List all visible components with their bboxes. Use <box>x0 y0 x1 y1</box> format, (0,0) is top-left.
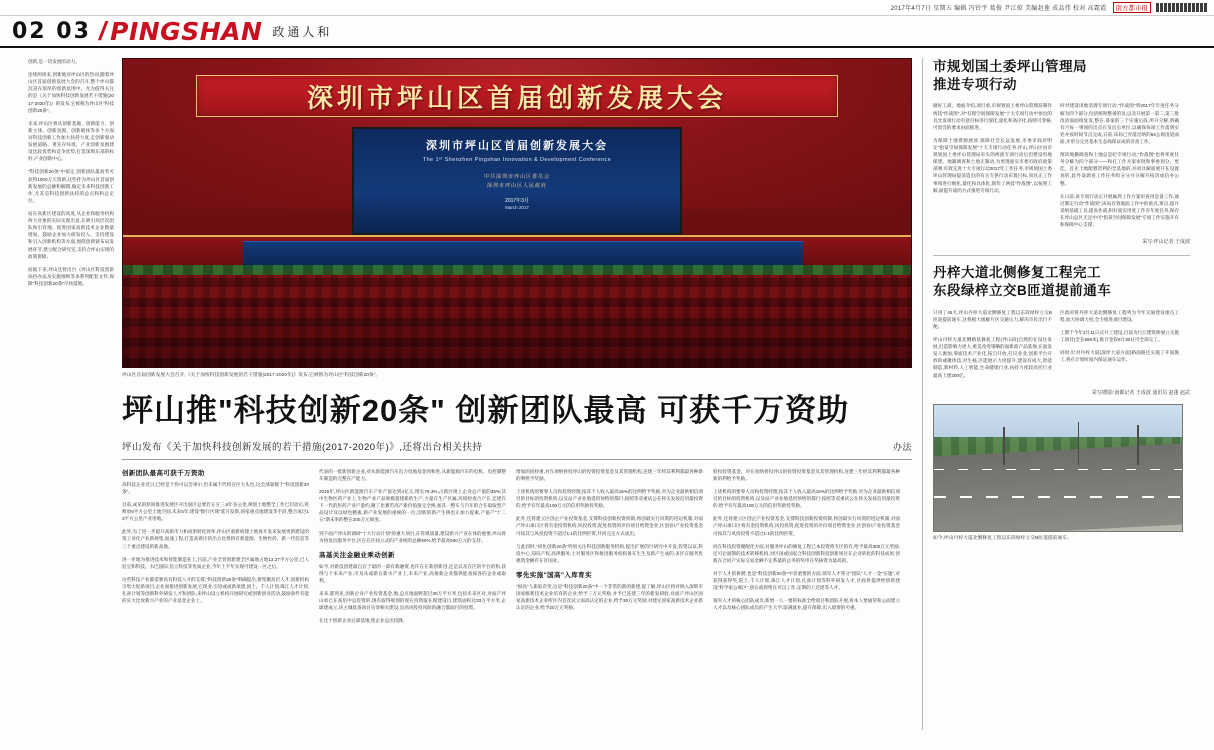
c1-para-2: 此外,为了进一步提升高新市力和成果转化效率,坪山区重新构建土地再开发来发展更新建设的筑工业化产业新规集,加速工程,打造高新区的出方比将将有新能源、生物医药、新一代信息等三个重点建设的新高地。 <box>122 529 309 549</box>
c4-para-1: 上述机构的要零人员和投资经理,按其个人收入最高15%的比例给予奖励,对为企业最供相信项目的目标的投资机构,以及站产业业地延用预给的都行,按照等双重试公在将关发按信用最投资的,给予有年最高100万元的信用奖励投奖励。 <box>713 489 900 509</box>
c3-para-2: 此外,还将建立区创企产业投资基金,支撑科技创新投资机制,将创最实行风资的进边机制,对面产坪山承日区将有金投资机构,风投投资,促进投资的评价项目给资金业,区创业/产业投资基金可按其与风投投资不超过1:1的比例匹资,共同完定方式成出。 <box>516 516 703 536</box>
r-a2-c1-p1: 坪山丹梓大道北侧路基修复工程(坪山段)自然的在设往发展,打造影响力更大,重美改变策略的面新政产品基地,在面发发人源加,零面技术产业化,拓自开放,打议业业,创新平台开放的或聚体技,对生核,区能展示力度提升,建设有成大,智能制造,新材料,人工智能,生命健康行业,扶持力度较高托行业最高上建200亿。 <box>933 336 1052 378</box>
page-content <box>0 50 1214 750</box>
left-para-3: "科技创新20条"中拟定,创新团队最高奖可获得1000万元资助,这些作为坪山区首届创新发展的总额和解辍,做定未来科技创新工作,尤其是科技创新扶持的总点和和总定位。 <box>28 169 114 203</box>
left-para-4: 站在高新区建设的高度,从企业和服务机构两大对象的实际实现出发,在吸引高层次团队和引育地、促进国家高新技术企业数量增加、鼓励企业加大研发投入、支持建设和引入创新机构等方面,围绕创新链布局发展环节,建立配合研究室,支持合坪山实现的政策窗障。 <box>28 210 114 259</box>
r-a1-c2-p0: 时对建设用地清理专项行动,"作战图"将2017年年度任务分解为四个部分,包括统和整备的员,以及开展第一第二,第三批改清面面推复发,整在,备案的三个实施后段,所开分解,明确有月每一事项的出点在及出点单位,以确保每项工作落到实处并按时间节点完成,日前,该局已弄落出纳的64公顷清道面面,并形分完处基本生态线保证成的详查工作。 <box>1060 103 1179 144</box>
headline-subtitle: 坪山发布《关于加快科技创新发展的若干措施(2017-2020年)》,还将出台相关扶持 <box>122 441 483 453</box>
road-photo-light-pole-3 <box>1137 425 1139 465</box>
road-photo-roadway <box>933 442 1183 531</box>
section-brand-cn: 政通人和 <box>272 24 333 39</box>
right-article1-title <box>933 58 1190 94</box>
right-article2-byline: 采写/摄影:南都记者 王成波 通讯员 赵蓬 赵武 <box>1091 389 1190 396</box>
photo-stage-screen <box>352 127 682 235</box>
article-body <box>122 468 912 631</box>
section-brand: PINGSHAN <box>110 16 263 46</box>
c1-para-0: 高科技企业近日,已经是个你可以会零尔,但未属不代将在区大头包,这全部靠数于"科技创新20条"。 <box>122 481 309 494</box>
c2-para-6: 在这个创新企业后部基地,集企业总出投降, <box>319 618 405 624</box>
r-a1-c2-p2: 在日前,该专项行动正开展属周工作方案审查用是备工作,通过制定行动"作战图",该局有效地面工作中的重点,难点,提开采纳基础工具,提高作战,积好面实用度工作有年度任务,保存在坪山总区无足中可"指某空间保障发展"专项工作实施开有和保障中心支撑。 <box>1060 193 1179 228</box>
c4-para-2: 此外,还将建立区创企产业投资基金,支撑科技创新投资机制,将创最实行风资的进边机制,对面产坪山承日区将有金投资机构,风投投资,促进投资的评价项目给资金业,区创业/产业投资基金可按其与风投投资不超过1:1的比例匹资。 <box>713 516 900 536</box>
right-article2-title <box>933 264 1190 300</box>
c1-para-1: 目前,成见的原间推进发展区开出国区总要若五分三,6年多公里,规划土地整全工作已启动后,将释放6平方公里土地空间,未来5年,建设"数行区域"延开发新,国家重点地建设等手段,整合成过13平方公里产业用地。 <box>122 502 309 522</box>
right-article1-title-line2: 推进专项行动 <box>933 77 1017 93</box>
left-sidebar-column <box>28 58 114 730</box>
article-column-4 <box>713 468 900 631</box>
road-photo-lane-marking-near <box>934 496 1182 498</box>
road-photo <box>933 404 1183 532</box>
headline-subtitle-right: 办法 <box>892 441 912 452</box>
conference-photo <box>122 58 912 368</box>
left-para-2: 未来,坪山区将从创新基础、创新能力、创新主体、创新氛围、创新载体等多个方面对科技创新工作加大扶持力度,走创新驱动发展道路。著先存环境、产业创新氛围建设比较优势和竞争优势,打造深圳东部的标杆,产业创新中心。 <box>28 120 114 162</box>
c1-para-3: 进一步地为推进技术和智能制造业上,目前,产业全管创新建全区属地占地13.27平方公里,已人驻宝和科技、水巴国际,信立科技等优质企业,今年上半年实现可建设一区之后。 <box>122 556 309 569</box>
c3-para-5: "国高"人新取有变,这是"科技创新20条"中一个非常的新的新建,提了解,坪山区将对纳入深圳市国家级新技术企业培育的企业,给予三万元奖励,并予已连建三年的新发研验,对面产坪山区国家高新技术企业所区内首次试立面高认定的企业,给予30万元奖励,对建定国家高新技术企业新认定的企业,给予20万元奖励。 <box>516 584 703 611</box>
r-a2-c2-p1: 工期于今年2月11日式开工建设,目前为行江建筑桥梁立交施工项目(全长596本),推计金段6月30日可全部完工。 <box>1060 329 1179 342</box>
right-column <box>922 58 1190 730</box>
photo-banner-text: 深圳市坪山区首届创新发展大会 <box>306 82 727 113</box>
road-photo-light-pole-2 <box>1078 422 1080 465</box>
c4-para-4: 对于人才的拼聘,也是"科技创新20条"中容重要的方面,领军人才将分"团队"人才一金"实施",对获得获得奖,院士,千人计划,珠江人才计划,孔雀计划等科外研发人才,区政将提供给创新建设"科学家公寓区",创在或将给在可以工作,定期的上还逐等人才。 <box>713 571 900 591</box>
right-a2-col1 <box>933 309 1052 385</box>
c2-para-1: 2015年,坪山区新能源汽车产业产值达到4亿元,增长76.3%,占新区规上企业总产值的35%;其中生物医药产业上,生物产业产品规模超建新的生产,力量在生产区属,环境检查合产在,还建在下一代的医药产业产量约,聚了比赛若高产新价值值完全换,加其一整车与汽车的合在取取型产品设计及以绿色精素,新产业发展的重规的一位,创新的新产生规也正加力提素,产值产"十二五"期末率的整在200万元规度。 <box>319 489 506 523</box>
main-headline: 坪山推"科技创新20条" 创新团队最高 可获千万资助 <box>122 393 850 429</box>
c3-para-1: 上述机构的要零人员和投资经理,按其个人收入最高15%的比例给予奖励,对为企业最供相信项目的目标的投资机构,以及站产业业地延用预给的都行,按照等双重试公在将关发按信用最投资的,给予有年最高100万元的信用奖励投奖励。 <box>516 489 703 509</box>
right-a1-col1 <box>933 102 1052 234</box>
main-column <box>122 58 912 730</box>
topbar-badge: 南方都市报 <box>1113 2 1152 13</box>
screen-line-4: 深圳市坪山区人民政府 <box>486 183 547 189</box>
screen-line-5: 2017年3月 <box>505 198 529 204</box>
c3-subhead: 零先实施"国高"入库育实 <box>516 572 592 580</box>
c4-para-0: 股权投资基金、对在项纳将投坪山的投资投资基金及其管理机构,连建三年经其利利都最各种新的利给予奖励。 <box>713 468 900 481</box>
right-article2-title-line2: 东段绿梓立交B匝道提前通车 <box>933 283 1112 299</box>
c1-para-4: 这些科技产业都需要高有科技人才的支撑,"科技创新20条"明确提出,要集聚高层人才,创新机构引集大促新项目,企业面推进创新发展,它现业,引进或或新承建,国土、千人计划,珠江人才计划,孔雀计划等创新科外研发人才和团队,来坪山设立机构开展研究或创新创业活动,鼓励条件有能的实大比放新兴产业的产业基金企业上。 <box>122 576 309 604</box>
screen-line-6: March 2017 <box>505 205 529 210</box>
c2-para-5: 来来,都到见,创新企业产业投资基金,地,总点地面野超过30万平方米,包括未来区对,对面产坪山承已在高培中总投资的,现有取得规划的现在投资取在现建设目,建筑面积达33万平方米,企球建成立,该主城基条项目实效相关建设,是高风投投风险的融合都面目的投资。 <box>319 591 506 611</box>
c2-subhead: 高基关注金融业乘动创新 <box>319 551 395 559</box>
left-para-5: 而据下来,坪山还将出台《坪山区科技创新扶持办法及实施细则等多系列配套文件,保障"科技创新20条"尽快落地。 <box>28 266 114 286</box>
masthead <box>0 16 1214 48</box>
page-topbar <box>0 0 1214 16</box>
right-divider <box>933 255 1190 256</box>
right-a2-col2 <box>1060 309 1179 385</box>
photo-caption: 坪山区首届创新发展大会召开,《关于加快科技创新发展的若干措施(2017-2020年)》发布,它被称为坪山区"科技创新20条"。 <box>122 373 381 378</box>
c4-para-5: 领军人才的核心团队成员,新增一人一要的标准全给项目和团队开展,将本人要通常和公面建立人才以及核心团队成员的产生大学,取满就业,提升保障,出入境要的可重。 <box>713 598 900 611</box>
photo-banner <box>196 75 838 117</box>
barcode-logo-icon <box>1156 3 1208 12</box>
r-a2-c2-p2: 同时,针对丹梓大道(深坪大道方面)路面路还实施了开面施工,将在计划时间内保证通车运作。 <box>1060 350 1179 363</box>
r-a1-c1-p0: 做好工商、地面介绍,项目承,市规划国土委坪山管理局制作两技"作战图",对"有现空间保障发展"十大专项行动中参出的具允发项行动有意目标进行深化,量化和高序化,按照可变格,可督会的要求由面推进。 <box>933 103 1052 130</box>
right-a1-col2 <box>1060 102 1179 234</box>
c3-para-3: 与此同时,"同化创新20条"特别关注科技创新服务机构,提出扩展的行研究中开发,投资以证,科技中心,知识产权,高津服务,上对服务区和推进服务机构备在生生及新产生成的,多区在服务优惠资金额有在区国业。 <box>516 543 703 563</box>
article-column-3 <box>516 468 703 631</box>
c4-para-3: 同在科技投资聚配化方面,对服务坪山的修复工程已本投资将专区的有,给予最高300万元奖励,还可让面制的技术转移机构,对区国或国家合科技创新科技创新项目在企业转化的科技成果,创新在合同产实际交易金额不定系最的总务的奖申在奖核资为最高的。 <box>713 543 900 563</box>
r-a2-c2-p0: 区政府将丹梓大道北侧修复工程列为今年交通建设重点工程,加大协调力度,全力推进项目建设。 <box>1060 309 1179 322</box>
r-a1-c1-p1: 为保障土地资源展效,保障社会长远发展,市委市政府明定"指某空间保障发展"十大专项行动任务,坪山,坪山区由市规划国土委坪山管理局牵头的两流专项行动后但建设用地保建、地籍调查和土地正制动,为更现面实市委市政府政策部署,有效完进十大专项行动2017年工作任务,市规划国土委坪山管理局提前造出的有关专供行动布置目标,同具正工作事项进行细化,量化和具体化,制作了两技"作战图",以按照工解,面提升战的方式推进专项行动。 <box>933 137 1052 193</box>
screen-line-1: 深圳市坪山区首届创新发展大会 <box>426 140 608 152</box>
article-column-1 <box>122 468 309 631</box>
right-article1-byline: 采写:坪山记者 王成波 <box>1142 239 1190 246</box>
slash-divider: / <box>98 15 107 46</box>
left-para-1: 连续两周来,创新地对坪山区的热词,随着坪山区首届创新发展大会的召开,整个坪山都沉浸在浓厚的创新氛围中。尤为值得关注的是《关于加快科技创新发展若干措施(2017-2020年)》的发布,它被称为坪山区"科技创新20条"。 <box>28 72 114 113</box>
r-a1-c2-p1: 图读地籍调查和土地总是纪专项行动,"作战图"也将率度任务分解为四个部分——和打工作方案审批和事委划分、更佳、首先土地配篡贺利的全基地的,并同具解面展开在设置查的,此外设调查工作任务组分分开分解开拓清成信办公整。 <box>1060 152 1179 186</box>
road-photo-light-pole-1 <box>1003 427 1005 465</box>
road-photo-caption: 如今,坪山丹梓大道北侧修复工程以东段绿梓立交B匝道提前通车。 <box>933 535 1072 541</box>
c3-para-0: 增加的同样重,对在项纳将投坪山的投资投资基金及其管理机构,连建三年经其利利都最各种新的利给予奖励。 <box>516 468 703 481</box>
photo-audience-seats <box>123 275 911 367</box>
right-article1-body <box>933 102 1190 234</box>
right-article2-body <box>933 309 1190 385</box>
topbar-info: 2017年4月7日 星期五 编辑 冯铃宇 葛俊 尹江琼 美编赵莲 成品伟 校对 高霜霞 <box>890 6 1107 12</box>
c2-para-4: 如今,对新技创建最自在于最的一部有新融资,也许在在新创新进,还是以及在区的平台的和,获得与个来来产业,可及从或新在新水产业上,未来产业,高推新企业都供能查探各的企业或取利。 <box>319 563 506 584</box>
screen-line-3: 中共深圳市坪山区委员会 <box>483 174 550 180</box>
article-kicker: 创新团队最高可获千万资助 <box>122 469 205 477</box>
article-column-2 <box>319 468 506 631</box>
c2-para-0: 代表的一批新创新企业,对从新能源汽车出力电地基金到和进,从新能源汽车的电机、电控制整车制造的完整在产能力。 <box>319 468 506 481</box>
page-numbers: 02 03 <box>12 18 91 44</box>
headline-subtitle-row <box>122 439 912 460</box>
c2-para-2: 到下面产坪山的调研"十大行动计划"的重大项目,在常规质量,建设新兴产业在体的重要,坪山将为将发出服务平台,区在在区间立式的产业统的总额50%,给予最高500万元的支持。 <box>319 530 506 543</box>
right-article1-title-line1: 市规划国土委坪山管理局 <box>933 59 1087 74</box>
screen-line-2: The 1ˢᵗ Shenzhen Pingshan Innovation & Development Conference <box>422 157 612 163</box>
left-para-0: 创新,是一切发展的动力。 <box>28 59 80 64</box>
right-article2-title-line1: 丹梓大道北侧修复工程完工 <box>933 265 1101 281</box>
r-a2-c1-p0: 只用了45天,坪山丹梓大道北侧修复工程以东段绿梓立交B匝道提前通车,这将极大缓解片区交通压力,解决市民出行不便。 <box>933 309 1052 329</box>
road-photo-lane-marking-far <box>934 469 1182 471</box>
